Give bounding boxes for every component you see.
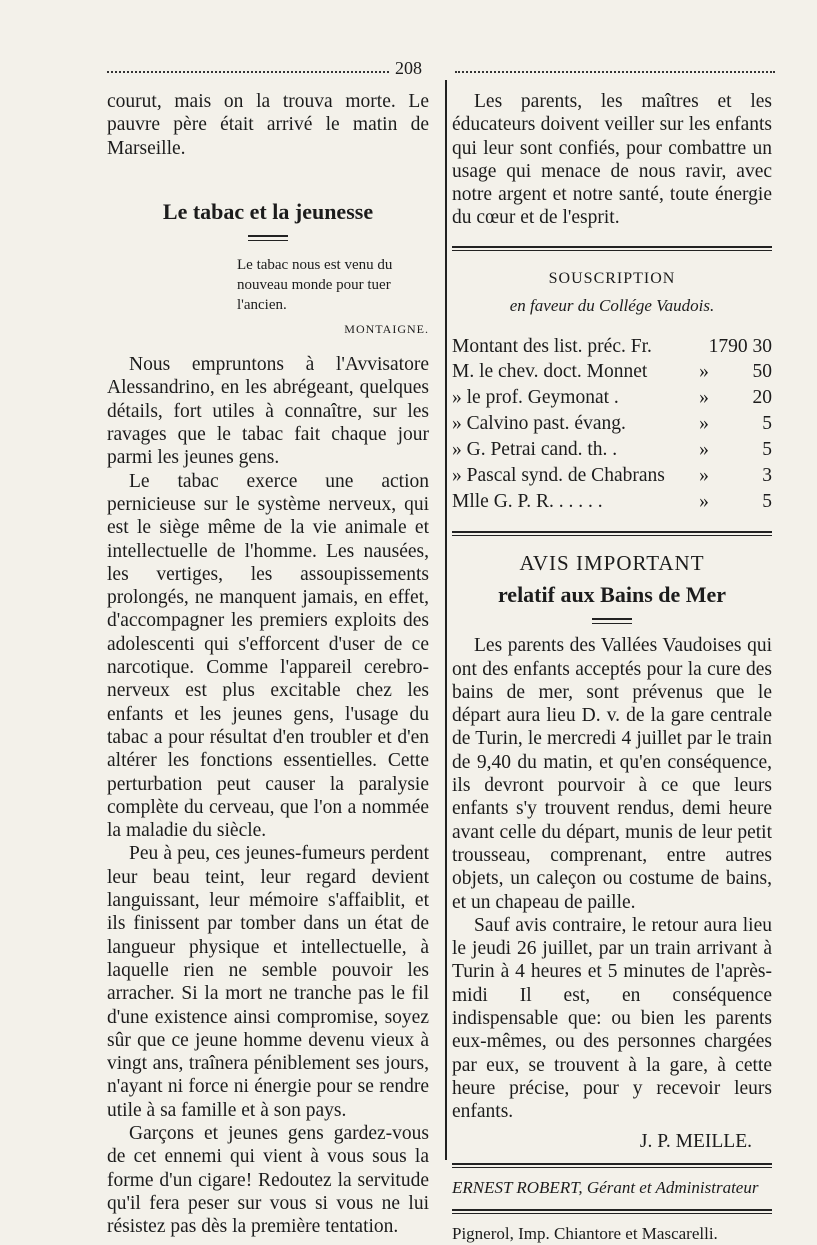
article-paragraph-3: Peu à peu, ces jeunes-fumeurs perdent leur beau teint, leur regard devient languissant, leur mémoire s'affaiblit, et ils finissent par tomber dans un état de langueur physique et intellectuelle, à laquelle rien ne semble pouvoir les arracher. Si la mort ne tranche pas le fil d'une existence ainsi compromise, soyez sûr que ce jeune homme devenu vieux à vingt ans, traînera péniblement ses jours, n'ayant ni force ni énergie pour se rendre utile à sa famille et à son pays. — [107, 843, 429, 1121]
entry-amount: 5 — [762, 490, 772, 512]
entry-mark: » — [699, 490, 709, 512]
epigraph — [237, 255, 429, 339]
notice-paragraph-2: Sauf avis contraire, le retour aura lieu le jeudi 26 juillet, par un train arrivant à Turin à 4 heures et 5 minutes de l'après-midi Il est, en conséquence indispensable que: ou bien les parents eux-mêmes, ou des personnes chargées par eux, se trouvent à la gare, à cette heure précise, pour y recevoir leurs enfants. — [452, 914, 772, 1123]
entry-amount: 5 — [762, 412, 772, 434]
article-title: Le tabac et la jeunesse — [162, 198, 374, 224]
epigraph-text: Le tabac nous est venu du nouveau monde pour tuer l'ancien. — [237, 257, 393, 314]
article-paragraph-2: Le tabac exerce une action pernicieuse sur le système nerveux, qui est le siège même de la vie animale et intellectuelle de l'homme. Les nausées, les vertiges, les assoupissements prolongés, ne manquent jamais, en effet, d'accompagner les premiers exploits des adolescenti qui s'efforcent d'user de ce narcotique. Comme l'appareil cerebro-nerveux est plus excitable chez les enfants et les jeunes gens, l'usage du tabac a pour résultat d'en troubler et d'en altérer les fonctions essentielles. Cette perturbation peut causer la paralysie complète du cerveau, que l'on a nommée la maladie du siècle. — [107, 470, 429, 842]
subscription-subheading: en faveur du Collége Vaudois. — [509, 296, 715, 316]
column-divider — [445, 80, 447, 1160]
entry-name: » G. Petrai cand. th. . — [452, 438, 618, 460]
left-column — [107, 90, 429, 1238]
subscription-previous — [452, 335, 772, 358]
article-paragraph-4: Garçons et jeunes gens gardez-vous de cet ennemi qui vient à vous sous la forme d'un cigare! Redoutez la servitude qu'il fera peser sur vous si vous ne lui résistez pas dès la première tentation. — [107, 1122, 429, 1238]
entry-amount: 50 — [752, 360, 772, 382]
previous-label: Montant des list. préc. Fr. — [452, 336, 652, 358]
page-number: 208 — [0, 58, 817, 79]
right-continuation: Les parents, les maîtres et les éducateurs doivent veiller sur les enfants qui leur sont confiés, pour combattre un usage qui menace de nous ravir, avec notre argent et notre santé, toute énergie du cœur et de l'esprit. — [452, 91, 772, 229]
left-continuation: courut, mais on la trouva morte. Le pauvre père était arrivé le matin de Marseille. — [107, 91, 429, 159]
entry-name: Mlle G. P. R. . . . . . — [452, 490, 603, 512]
article-paragraph-1: Nous empruntons à l'Avvisatore Alessandrino, en les abrégeant, quelques détails, fort utiles à connaître, sur les ravages que le tabac fait chaque jour parmi les jeunes gens. — [107, 354, 429, 469]
section-rule — [452, 246, 772, 251]
notice-heading: AVIS IMPORTANT — [519, 550, 705, 575]
list-item — [452, 489, 772, 515]
epigraph-author: MONTAIGNE. — [344, 322, 429, 337]
list-item — [452, 359, 772, 385]
section-rule — [452, 531, 772, 536]
title-dash — [248, 235, 288, 241]
right-column — [452, 90, 772, 1245]
subscription-list — [452, 359, 772, 515]
list-item — [452, 437, 772, 463]
gerant-line: ERNEST ROBERT, Gérant et Administrateur — [452, 1177, 759, 1197]
entry-name: » le prof. Geymonat . — [452, 386, 619, 408]
entry-mark: » — [699, 438, 709, 460]
imprint-line: Pignerol, Imp. Chiantore et Mascarelli. — [452, 1224, 718, 1244]
entry-mark: » — [699, 412, 709, 434]
notice-signature: J. P. MEILLE. — [639, 1130, 752, 1152]
previous-amount: 1790 30 — [708, 336, 772, 358]
entry-amount: 3 — [762, 464, 772, 486]
entry-amount: 5 — [762, 438, 772, 460]
entry-mark: » — [699, 464, 709, 486]
section-rule — [452, 1163, 772, 1168]
list-item — [452, 385, 772, 411]
entry-mark: » — [699, 386, 709, 408]
section-rule — [452, 1209, 772, 1214]
list-item — [452, 411, 772, 437]
entry-name: » Calvino past. évang. — [452, 412, 626, 434]
subscription-heading: SOUSCRIPTION — [548, 269, 676, 287]
entry-mark: » — [699, 360, 709, 382]
notice-paragraph-1: Les parents des Vallées Vaudoises qui ont des enfants acceptés pour la cure des bains de mer, sont prévenus que le départ aura lieu D. v. de la gare centrale de Turin, le mercredi 4 juillet par le train de 9,40 du matin, et qu'en conséquence, ils devront pourvoir à ce que leurs enfants s'y trouvent rendus, demi heure avant celle du départ, munis de leur petit trousseau, comprenant, entre autres objets, un caleçon ou costume de bains, et un chapeau de paille. — [452, 635, 772, 913]
entry-name: M. le chev. doct. Monnet — [452, 360, 648, 382]
entry-amount: 20 — [752, 386, 772, 408]
entry-name: » Pascal synd. de Chabrans — [452, 464, 665, 486]
notice-subheading: relatif aux Bains de Mer — [497, 581, 727, 607]
list-item — [452, 463, 772, 489]
